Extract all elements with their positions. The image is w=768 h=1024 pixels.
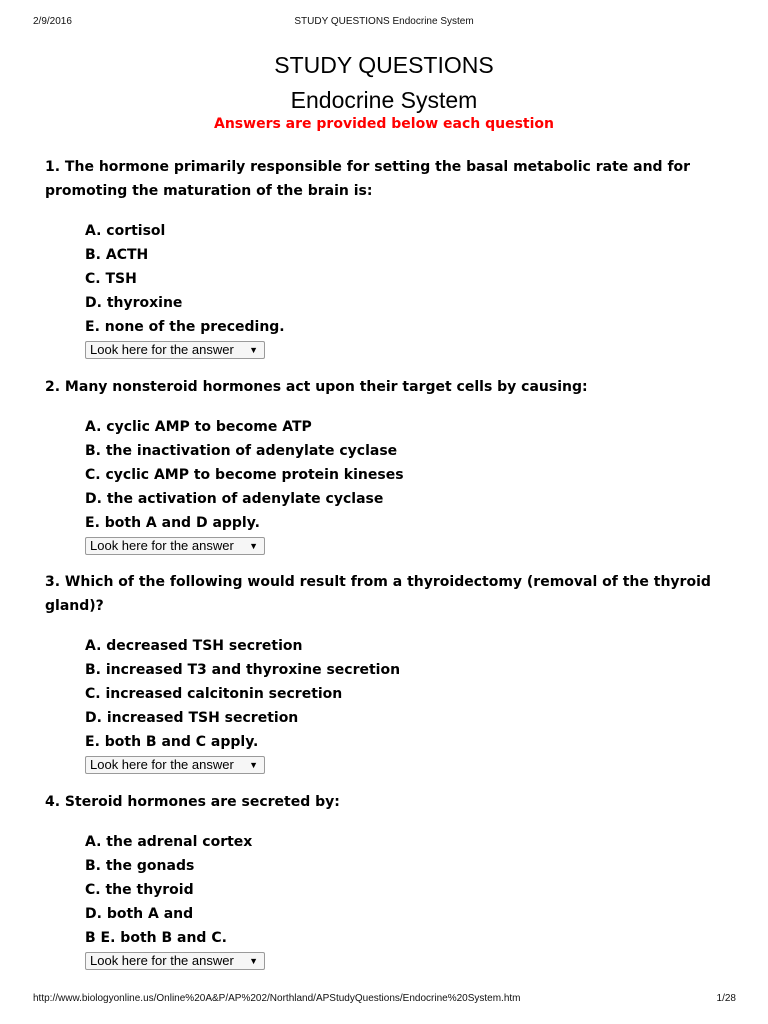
question-text: 4. Steroid hormones are secreted by: [45,794,340,810]
dropdown-arrow-icon: ▼ [249,760,258,770]
option-e: E. both B and C apply. [85,734,259,750]
option-a: A. decreased TSH secretion [85,638,303,654]
question-3 [45,570,735,774]
question-2 [45,375,735,555]
option-a: A. the adrenal cortex [85,834,253,850]
question-text: 2. Many nonsteroid hormones act upon their target cells by causing: [45,379,588,395]
dropdown-arrow-icon: ▼ [249,345,258,355]
option-a: A. cortisol [85,223,166,239]
option-d: D. increased TSH secretion [85,710,299,726]
option-list [85,830,735,950]
answer-dropdown[interactable] [85,756,265,774]
option-b: B. the gonads [85,858,195,874]
answer-dropdown-label: Look here for the answer [90,757,234,772]
question-4 [45,790,735,970]
answer-dropdown-label: Look here for the answer [90,953,234,968]
answer-dropdown[interactable] [85,341,265,359]
document-title: STUDY QUESTIONS [274,52,494,78]
option-d: D. both A and [85,906,194,922]
answers-note: Answers are provided below each question [214,116,554,132]
option-b: B. increased T3 and thyroxine secretion [85,662,401,678]
answer-dropdown[interactable] [85,952,265,970]
page-number: 1/28 [716,993,736,1004]
answer-dropdown[interactable] [85,537,265,555]
option-c: C. the thyroid [85,882,194,898]
option-e: E. none of the preceding. [85,319,285,335]
print-date: 2/9/2016 [33,16,72,27]
option-b: B. the inactivation of adenylate cyclase [85,443,398,459]
dropdown-arrow-icon: ▼ [249,541,258,551]
question-1 [45,155,735,359]
option-list [85,219,735,339]
option-c: C. increased calcitonin secretion [85,686,343,702]
question-text: 3. Which of the following would result from a thyroidectomy (removal of the thyroid gland)? [45,574,711,614]
dropdown-arrow-icon: ▼ [249,956,258,966]
option-list [85,634,735,754]
option-b: B. ACTH [85,247,149,263]
print-page-title: STUDY QUESTIONS Endocrine System [294,16,474,27]
answer-dropdown-label: Look here for the answer [90,342,234,357]
option-a: A. cyclic AMP to become ATP [85,419,312,435]
question-text: 1. The hormone primarily responsible for setting the basal metabolic rate and for promoting the maturation of the brain is: [45,159,691,199]
document-subtitle: Endocrine System [290,87,478,113]
source-url: http://www.biologyonline.us/Online%20A&P/AP%202/Northland/APStudyQuestions/Endocrine%20System.htm [33,993,521,1004]
option-c: C. TSH [85,271,137,287]
option-e: E. both A and D apply. [85,515,260,531]
option-d: D. the activation of adenylate cyclase [85,491,384,507]
option-e: B E. both B and C. [85,930,227,946]
option-list [85,415,735,535]
answer-dropdown-label: Look here for the answer [90,538,234,553]
option-d: D. thyroxine [85,295,183,311]
option-c: C. cyclic AMP to become protein kineses [85,467,404,483]
